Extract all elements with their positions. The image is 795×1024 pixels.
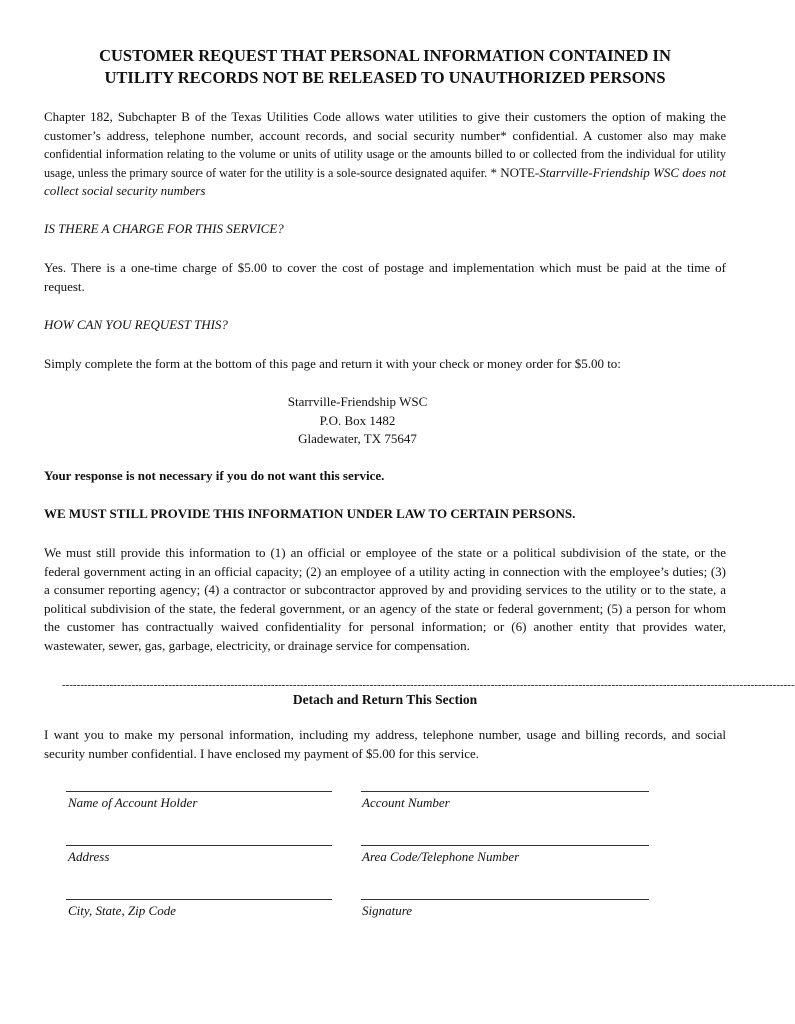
account-number-line[interactable] xyxy=(361,791,649,792)
address-city: Gladewater, TX 75647 xyxy=(298,431,417,447)
account-holder-label: Name of Account Holder xyxy=(68,795,198,810)
city-state-zip-line[interactable] xyxy=(66,899,332,900)
document-title xyxy=(40,45,730,89)
address-name: Starrville-Friendship WSC xyxy=(287,394,428,409)
intro-text-1: Chapter 182, Subchapter B of the Texas Utilities Code allows water utilities to give their customers the option of making the customer’s address, telephone number, account records, and social security number* confidential. A xyxy=(44,109,726,143)
signature-line[interactable] xyxy=(361,899,649,900)
account-holder-line[interactable] xyxy=(66,791,332,792)
address-label: Address xyxy=(68,849,110,864)
consent-paragraph: I want you to make my personal information, including my address, telephone number, usage and billing records, and social security number confidential. I have enclosed my payment of $5.00 for this service. xyxy=(44,727,726,761)
request-question: HOW CAN YOU REQUEST THIS? xyxy=(44,317,228,332)
charge-question: IS THERE A CHARGE FOR THIS SERVICE? xyxy=(44,221,284,236)
detach-title: Detach and Return This Section xyxy=(292,692,478,707)
mailing-address xyxy=(260,393,455,449)
intro-paragraph xyxy=(44,108,726,201)
account-number-label: Account Number xyxy=(362,795,450,810)
phone-line[interactable] xyxy=(361,845,649,846)
law-heading: WE MUST STILL PROVIDE THIS INFORMATION UNDER LAW TO CERTAIN PERSONS. xyxy=(44,506,576,521)
signature-label: Signature xyxy=(362,903,413,918)
charge-answer: Yes. There is a one-time charge of $5.00 to cover the cost of postage and implementation which must be paid at the time of request. xyxy=(44,260,726,294)
address-box: P.O. Box 1482 xyxy=(319,412,396,428)
request-answer: Simply complete the form at the bottom of this page and return it with your check or money order for $5.00 to: xyxy=(44,356,621,371)
title-line-1: CUSTOMER REQUEST THAT PERSONAL INFORMATION CONTAINED IN xyxy=(99,46,671,65)
city-state-zip-label: City, State, Zip Code xyxy=(68,903,176,918)
title-line-2: UTILITY RECORDS NOT BE RELEASED TO UNAUTHORIZED PERSONS xyxy=(104,68,666,87)
phone-label: Area Code/Telephone Number xyxy=(362,849,520,864)
response-note: Your response is not necessary if you do not want this service. xyxy=(44,468,385,483)
note-text: Starrville-Friendship WSC does not collect social security numbers xyxy=(44,164,726,198)
detach-line: -------------------------------------------------------------------------------------------------------------------------------------------------------------------------------------------------------- xyxy=(62,679,795,691)
intro-text-2: customer also may make confidential information relating to the volume or units of utility usage or the amounts billed to or collected from the individual for utility usage, unless the primary source of water for the utility is a sole-source designated aquifer. xyxy=(44,128,726,180)
address-line[interactable] xyxy=(66,845,332,846)
law-paragraph: We must still provide this information to (1) an official or employee of the state or a political subdivision of the state, or the federal government acting in an official capacity; (2) an employee of a utility acting in connection with the employee’s duties; (3) a consumer reporting agency; (4) a contractor or subcontractor approved by and providing services to the utility or to the state, a political subdivision of the state, the federal government, or an agency of the state or federal government; (5) a person for whom the customer has contractually waived confidentiality for personal information; or (6) another entity that provides water, wastewater, sewer, gas, garbage, electricity, or drainage service for compensation. xyxy=(44,545,726,653)
note-prefix: * NOTE- xyxy=(487,164,540,180)
